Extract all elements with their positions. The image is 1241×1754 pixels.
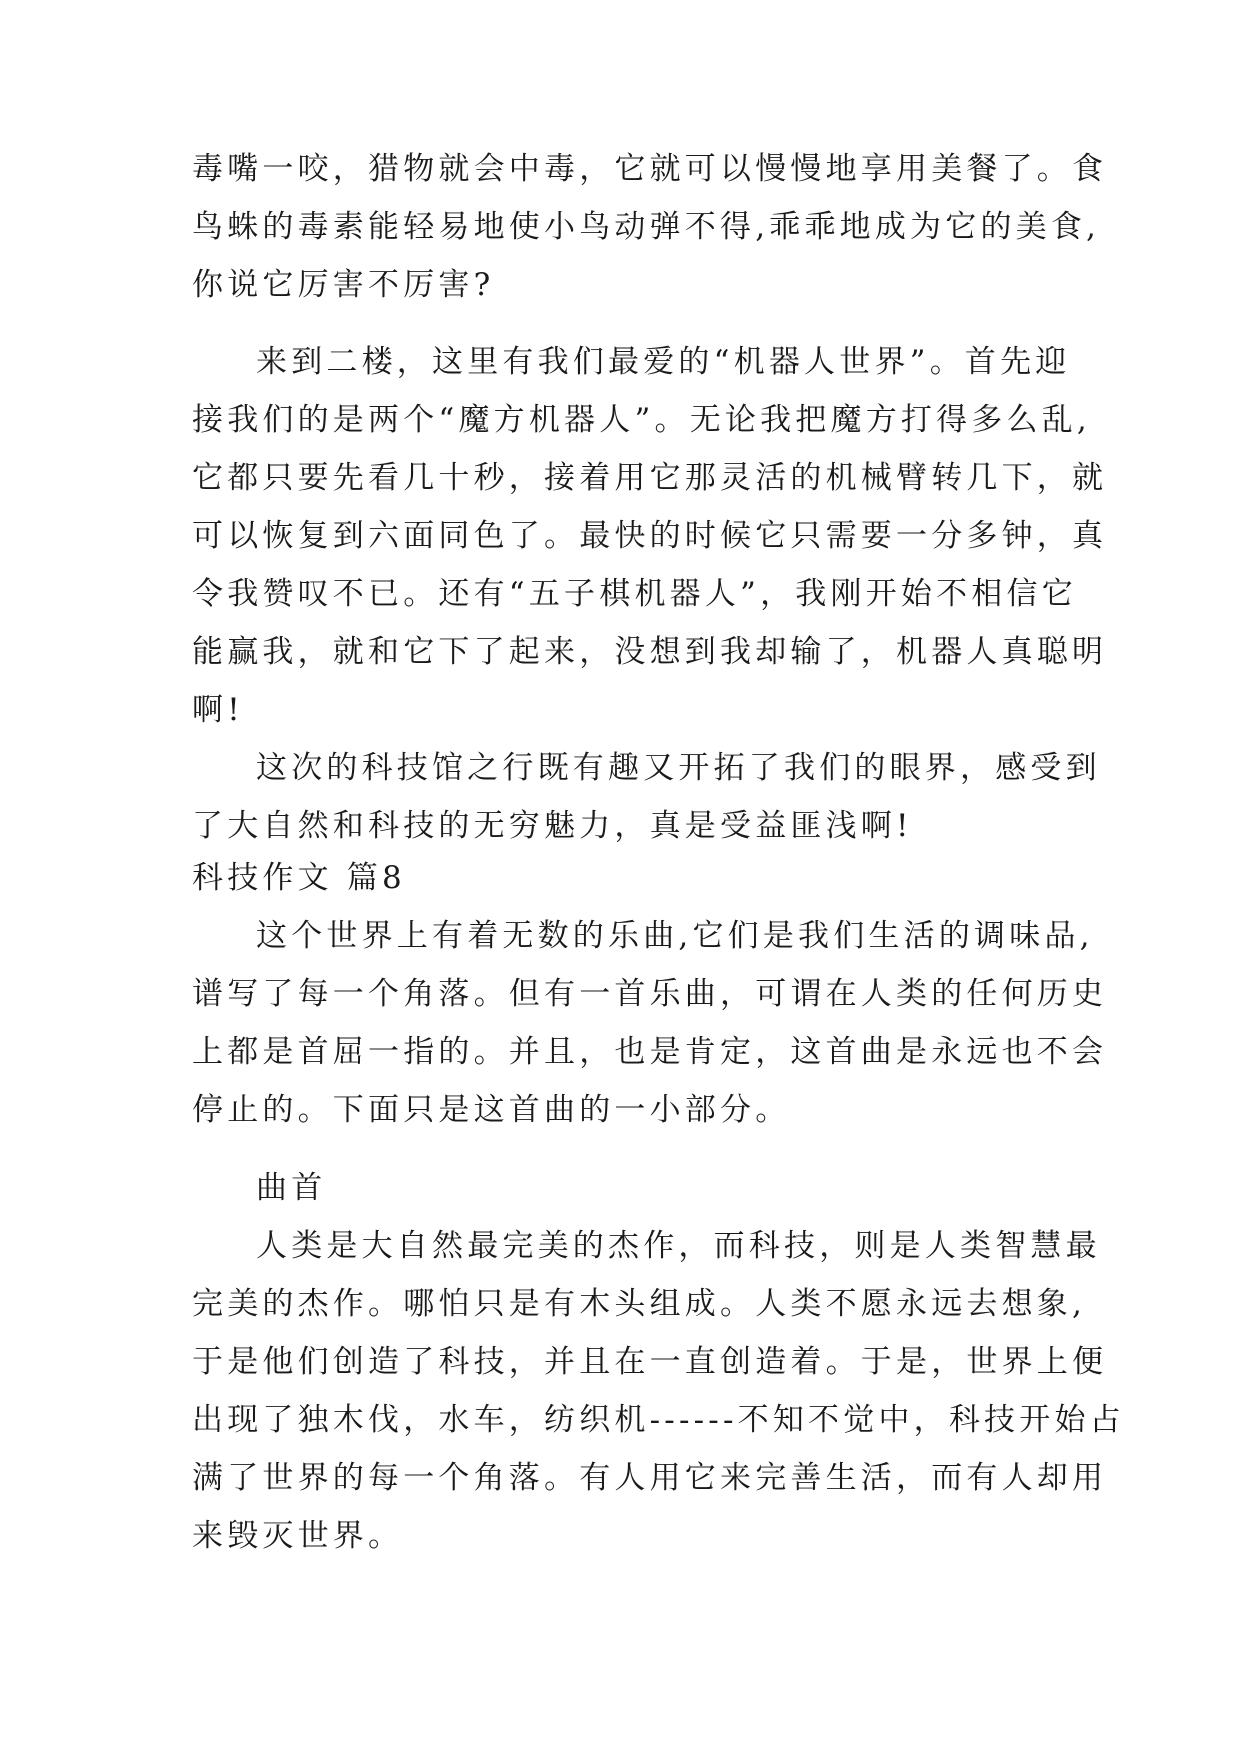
section-heading: 科技作文 篇8 [192,860,406,896]
text-line: 人类是大自然最完美的杰作，而科技，则是人类智慧最 [256,1228,1101,1264]
text-line: 毒嘴一咬，猎物就会中毒，它就可以慢慢地享用美餐了。食 [192,151,1108,187]
text-line: 停止的。下面只是这首曲的一小部分。 [192,1092,791,1128]
text-line: 啊! [192,692,244,728]
text-line: 令我赞叹不已。还有“五子棋机器人”，我刚开始不相信它 [192,576,1077,612]
text-line: 来毁灭世界。 [192,1518,404,1554]
text-line: 了大自然和科技的无穷魅力，真是受益匪浅啊! [192,808,913,844]
text-line: 接我们的是两个“魔方机器人”。无论我把魔方打得多么乱, [192,402,1091,438]
text-line: 它都只要先看几十秒，接着用它那灵活的机械臂转几下，就 [192,460,1108,496]
text-line: 可以恢复到六面同色了。最快的时候它只需要一分多钟，真 [192,518,1108,554]
text-line: 曲首 [256,1170,327,1206]
text-line: 谱写了每一个角落。但有一首乐曲，可谓在人类的任何历史 [192,976,1108,1012]
text-line: 完美的杰作。哪怕只是有木头组成。人类不愿永远去想象, [192,1286,1087,1322]
text-line: 出现了独木伐，水车，纺织机------不知不觉中，科技开始占 [192,1402,1125,1438]
text-line: 这次的科技馆之行既有趣又开拓了我们的眼界，感受到 [256,750,1101,786]
text-line: 能赢我，就和它下了起来，没想到我却输了，机器人真聪明 [192,634,1108,670]
text-line: 你说它厉害不厉害? [192,267,495,303]
text-line: 这个世界上有着无数的乐曲,它们是我们生活的调味品, [256,918,1094,954]
text-line: 于是他们创造了科技，并且在一直创造着。于是，世界上便 [192,1344,1108,1380]
text-line: 鸟蛛的毒素能轻易地使小鸟动弹不得,乖乖地成为它的美食, [192,209,1101,245]
text-line: 上都是首屈一指的。并且，也是肯定，这首曲是永远也不会 [192,1034,1108,1070]
text-line: 满了世界的每一个角落。有人用它来完善生活，而有人却用 [192,1460,1108,1496]
text-line: 来到二楼，这里有我们最爱的“机器人世界”。首先迎 [256,344,1071,380]
